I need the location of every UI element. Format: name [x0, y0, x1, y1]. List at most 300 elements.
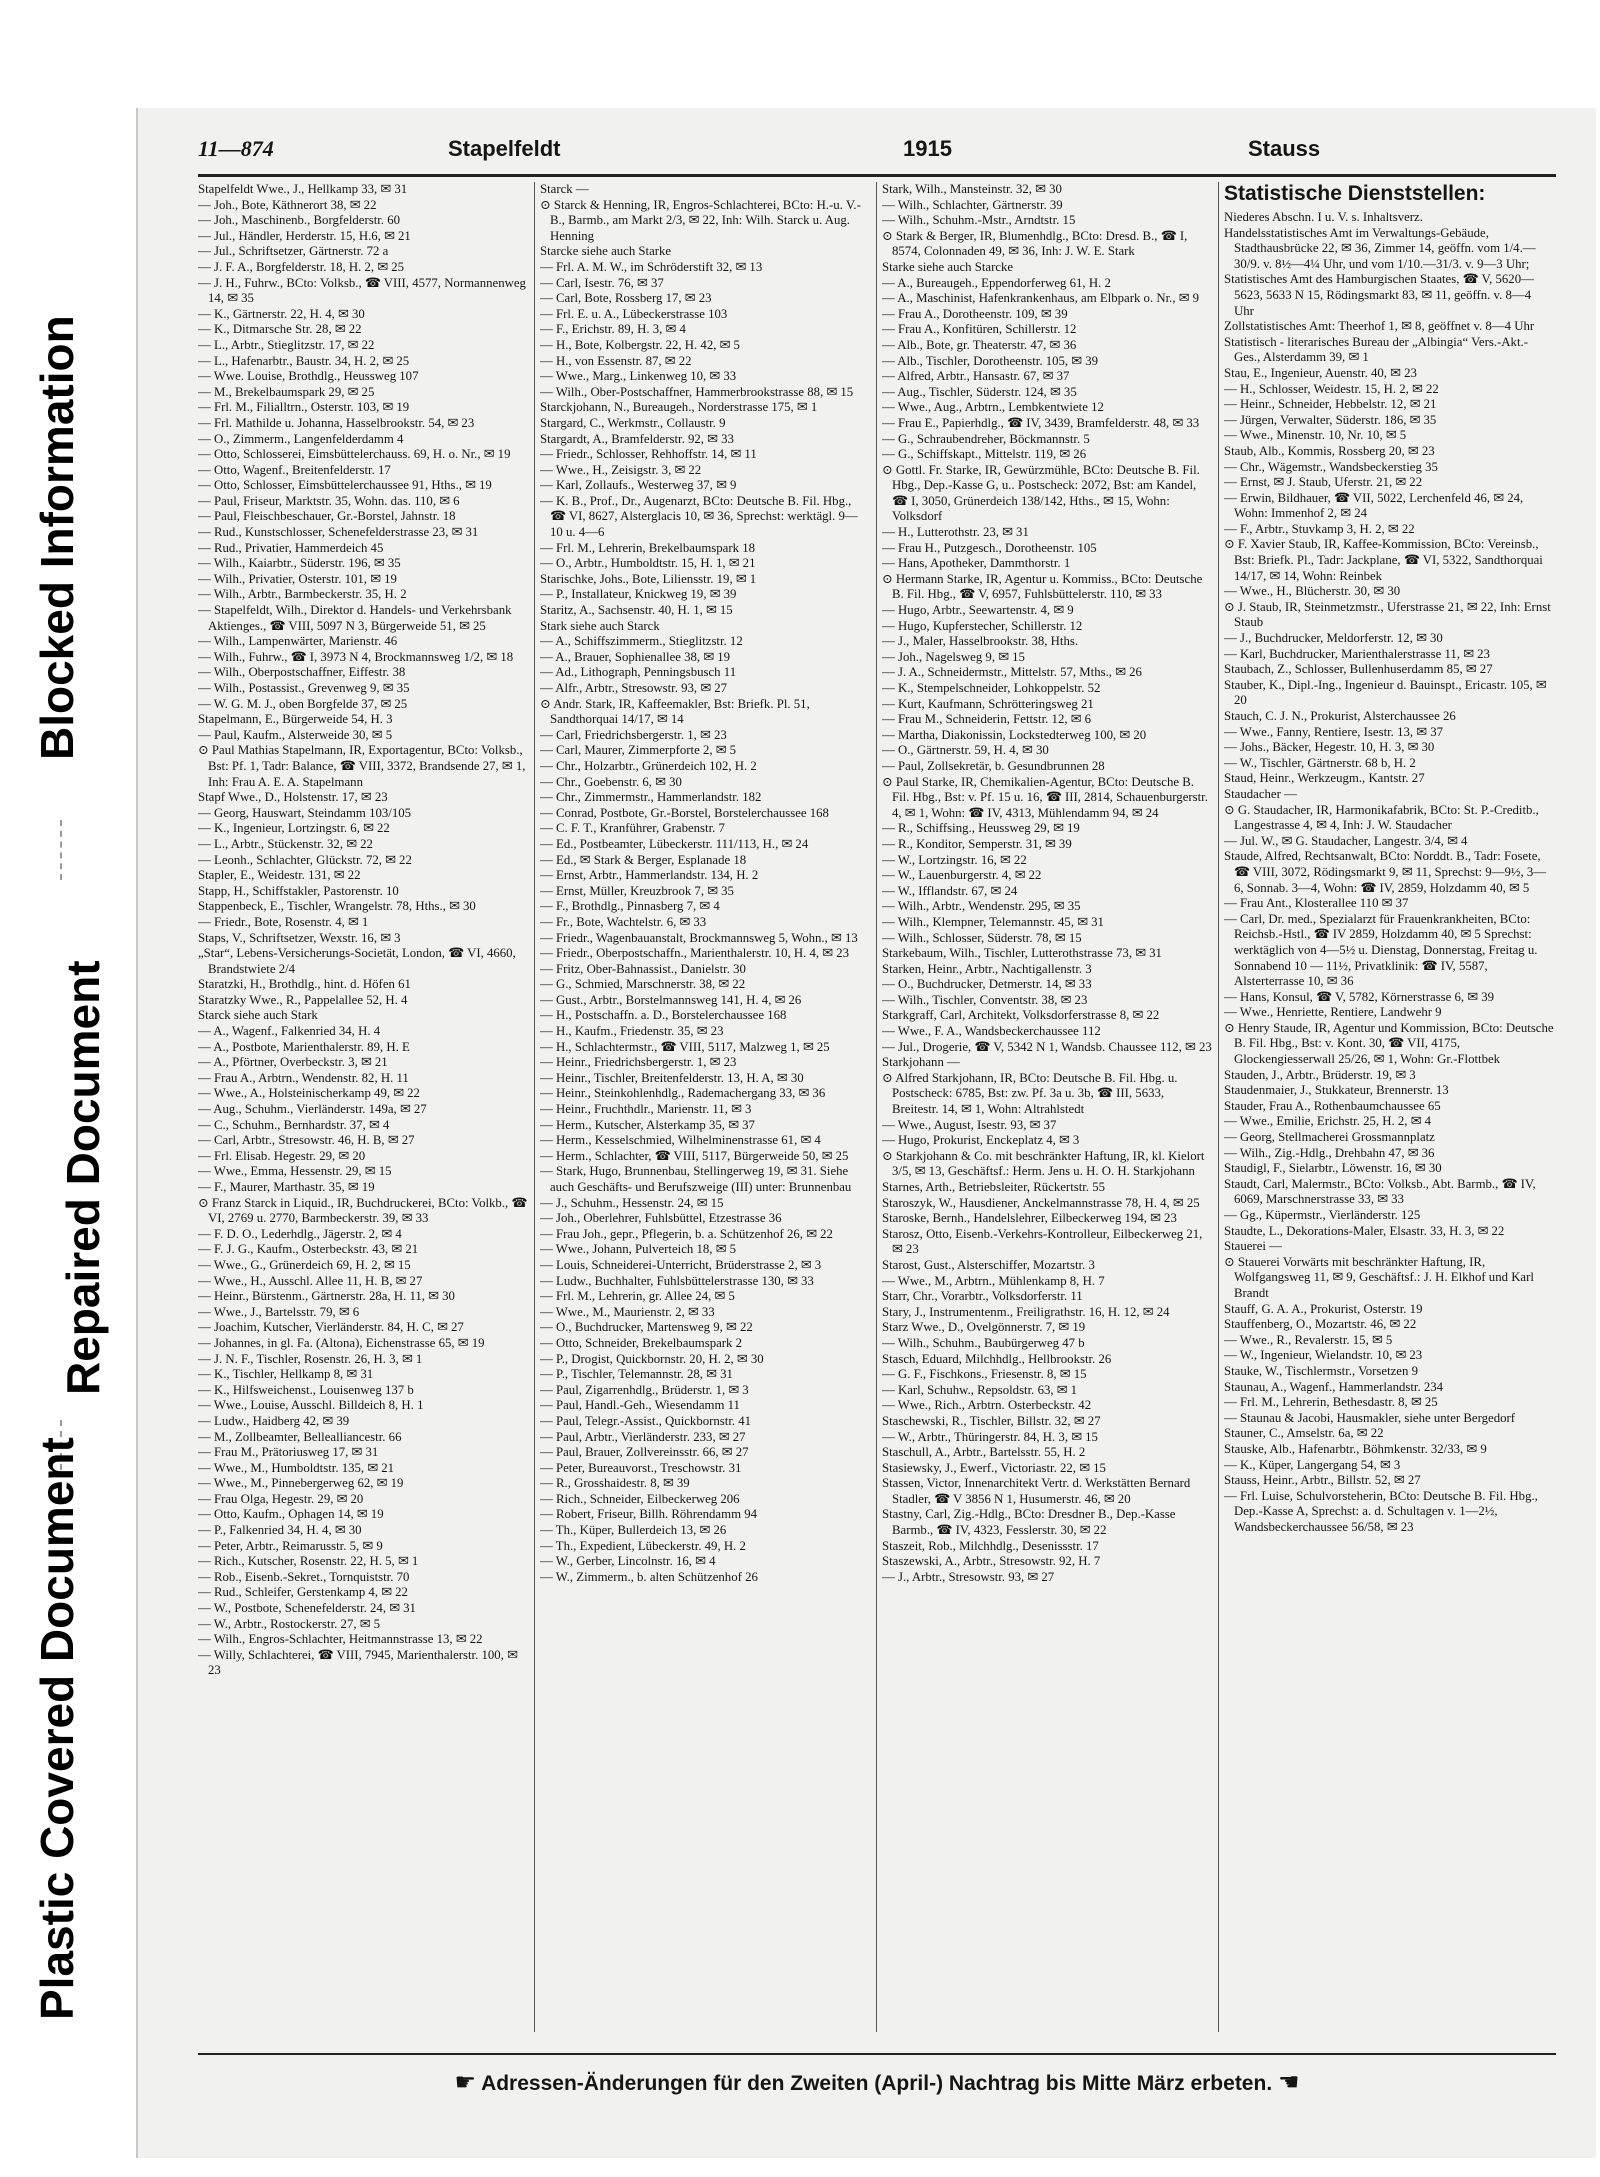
directory-entry: — W., Lauenburgerstr. 4, ✉ 22 — [882, 868, 1042, 883]
directory-entry: — K., Hilfsweichenst., Louisenweg 137 b — [198, 1382, 414, 1397]
directory-entry: Staps, V., Schriftsetzer, Wexstr. 16, ✉ 3 — [198, 930, 401, 945]
directory-entry: — Paul, Kaufm., Alsterweide 30, ✉ 5 — [198, 727, 393, 742]
directory-entry: ⊙ Gottl. Fr. Starke, IR, Gewürzmühle, BCto: Deutsche B. Fil. Hbg., Dep.-Kasse G, u.. Postscheck: 2072, Bst: am Kandel, ☎ I, 3050, Grünerdeich 138/142, Hths., ✉ 15, Wohn: Volksdorf — [882, 462, 1200, 524]
directory-entry: — Carl, Arbtr., Stresowstr. 46, H. B, ✉ 27 — [198, 1133, 415, 1148]
directory-entry: — Wwe., M., Pinnebergerweg 62, ✉ 19 — [198, 1476, 404, 1491]
directory-entry: — Joh., Maschinenb., Borgfelderstr. 60 — [198, 213, 401, 228]
directory-entry: Starischke, Johs., Bote, Liliensstr. 19, ✉ 1 — [540, 571, 757, 586]
directory-entry: — Karl, Schuhw., Repsoldstr. 63, ✉ 1 — [882, 1382, 1078, 1397]
directory-entry: — Alb., Tischler, Dorotheenstr. 105, ✉ 39 — [882, 353, 1099, 368]
directory-entry: — Wilh., Zig.-Hdlg., Drehbahn 47, ✉ 36 — [1224, 1145, 1435, 1160]
directory-entry: — W., Arbtr., Thüringerstr. 84, H. 3, ✉ 15 — [882, 1429, 1098, 1444]
directory-entry: — Gg., Küpermstr., Vierländerstr. 125 — [1224, 1208, 1421, 1222]
directory-entry: — Frl. Luise, Schulvorsteherin, BCto: Deutsche B. Fil. Hbg., Dep.-Kasse A, Sprechst: a. d. Schultagen v. 1—2½, Wandsbeckerchaussee 56/58, ✉ 23 — [1224, 1488, 1538, 1534]
directory-entry: — R., Schiffsing., Heussweg 29, ✉ 19 — [882, 821, 1080, 836]
directory-entry: — Wwe., Emma, Hessenstr. 29, ✉ 15 — [198, 1164, 392, 1179]
directory-entry: — Rich., Schneider, Eilbeckerweg 206 — [540, 1491, 740, 1506]
page-footer — [198, 2068, 1556, 2097]
directory-entry: — Wilh., Tischler, Conventstr. 38, ✉ 23 — [882, 992, 1088, 1007]
directory-entry: — Aug., Schuhm., Vierländerstr. 149a, ✉ 27 — [198, 1102, 427, 1117]
directory-entry: Stasiewsky, J., Ewerf., Victoriastr. 22, ✉ 15 — [882, 1460, 1106, 1475]
directory-entry: Staudt, Carl, Malermstr., BCto: Volksb., Abt. Barmb., ☎ IV, 6069, Marschnerstrasse 33, ✉ 33 — [1224, 1176, 1536, 1207]
directory-entry: — Johannes, in gl. Fa. (Altona), Eichenstrasse 65, ✉ 19 — [198, 1335, 485, 1350]
directory-entry: Stauner, C., Amselstr. 6a, ✉ 22 — [1224, 1426, 1384, 1441]
directory-entry: — Wilh., Lampenwärter, Marienstr. 46 — [198, 634, 398, 649]
directory-entry: — Chr., Wägemstr., Wandsbeckerstieg 35 — [1224, 459, 1438, 474]
directory-entry: Staud, Heinr., Werkzeugm., Kantstr. 27 — [1224, 771, 1425, 786]
directory-entry: — Georg, Stellmacherei Grossmannplatz — [1224, 1130, 1435, 1145]
directory-entry: — Wwe., J., Bartelsstr. 79, ✉ 6 — [198, 1304, 360, 1319]
directory-entry: — Paul, Handl.-Geh., Wiesendamm 11 — [540, 1398, 740, 1413]
directory-entry: — W., Lortzingstr. 16, ✉ 22 — [882, 852, 1027, 867]
directory-entry: — Georg, Hauswart, Steindamm 103/105 — [198, 805, 412, 820]
directory-entry: Starnes, Arth., Betriebsleiter, Rückertstr. 55 — [882, 1180, 1106, 1194]
directory-entry: — Frau M., Schneiderin, Fettstr. 12, ✉ 6 — [882, 712, 1092, 727]
directory-entry: Staroske, Bernh., Handelslehrer, Eilbeckerweg 194, ✉ 23 — [882, 1211, 1177, 1226]
directory-entry: Staschewski, R., Tischler, Billstr. 32, ✉ 27 — [882, 1413, 1101, 1428]
directory-entry: — Hans, Konsul, ☎ V, 5782, Körnerstrasse 6, ✉ 39 — [1224, 989, 1495, 1004]
page-header — [198, 136, 1556, 176]
directory-entry: Staub, Alb., Kommis, Rossberg 20, ✉ 23 — [1224, 443, 1435, 458]
pointing-hand-left-icon: ☚ — [1278, 2069, 1300, 2096]
directory-entry: — K., Ingenieur, Lortzingstr. 6, ✉ 22 — [198, 821, 390, 836]
directory-entry: Niederes Abschn. I u. V. s. Inhaltsverz. — [1224, 210, 1423, 224]
directory-entry: „Star“, Lebens-Versicherungs-Societät, London, ☎ VI, 4660, Brandstwiete 2/4 — [198, 946, 516, 976]
directory-entry: — J., Buchdrucker, Meldorferstr. 12, ✉ 30 — [1224, 631, 1443, 646]
directory-entry: — Heinr., Bürstenm., Gärtnerstr. 28a, H. 11, ✉ 30 — [198, 1289, 455, 1304]
directory-entry: — Wilh., Klempner, Telemannstr. 45, ✉ 31 — [882, 914, 1104, 929]
directory-entry: ⊙ Starck & Henning, IR, Engros-Schlachterei, BCto: H.-u. V.-B., Barmb., am Markt 2/3, ✉ 22, Inh: Wilh. Starck u. Aug. Henning — [540, 197, 861, 243]
directory-entry: — Heinr., Fruchthdlr., Marienstr. 11, ✉ 3 — [540, 1102, 752, 1117]
directory-entry: — Wwe., R., Revalerstr. 15, ✉ 5 — [1224, 1332, 1393, 1347]
directory-entry: — F. J. G., Kaufm., Osterbeckstr. 43, ✉ 21 — [198, 1242, 419, 1257]
directory-entry: — G., Schiffskapt., Mittelstr. 119, ✉ 26 — [882, 447, 1087, 462]
directory-entry: — A., Schiffszimmerm., Stieglitzstr. 12 — [540, 634, 743, 649]
directory-entry: — R., Konditor, Semperstr. 31, ✉ 39 — [882, 836, 1072, 851]
directory-entry: — Chr., Zimmermstr., Hammerlandstr. 182 — [540, 790, 762, 805]
directory-entry: — Wwe., Aug., Arbtrn., Lembkentwiete 12 — [882, 400, 1104, 415]
directory-entry: — Alfr., Arbtr., Stresowstr. 93, ✉ 27 — [540, 681, 728, 695]
directory-entry: — Stark, Hugo, Brunnenbau, Stellingerweg 19, ✉ 31. Siehe auch Geschäfts- und Berufszweige (III) unter: Brunnenbau — [540, 1164, 852, 1194]
directory-entry: — Th., Küper, Bullerdeich 13, ✉ 26 — [540, 1523, 727, 1538]
directory-entry: Staubach, Z., Schlosser, Bullenhuserdamm 85, ✉ 27 — [1224, 662, 1493, 677]
directory-entry: Statistisch - literarisches Bureau der „Albingia“ Vers.-Akt.-Ges., Alsterdamm 39, ✉ 1 — [1224, 334, 1528, 365]
pointing-hand-right-icon: ☛ — [454, 2069, 476, 2096]
directory-entry: — Wwe., Johann, Pulverteich 18, ✉ 5 — [540, 1242, 737, 1257]
directory-entry: — Alb., Bote, gr. Theaterstr. 47, ✉ 36 — [882, 337, 1077, 352]
directory-entry: Stauden, J., Arbtr., Brüderstr. 19, ✉ 3 — [1224, 1067, 1416, 1082]
directory-entry: Starckjohann, N., Bureaugeh., Norderstrasse 175, ✉ 1 — [540, 400, 818, 415]
directory-entry: Starost, Gust., Alsterschiffer, Mozartstr. 3 — [882, 1257, 1095, 1272]
directory-entry: — J. F. A., Borgfelderstr. 18, H. 2, ✉ 25 — [198, 259, 405, 274]
directory-entry: — Louis, Schneiderei-Unterricht, Brüderstrasse 2, ✉ 3 — [540, 1257, 822, 1272]
directory-entry: — O., Buchdrucker, Martensweg 9, ✉ 22 — [540, 1320, 753, 1335]
directory-entry: — Alfred, Arbtr., Hansastr. 67, ✉ 37 — [882, 369, 1070, 384]
directory-entry: — Wilh., Schuhm., Baubürgerweg 47 b — [882, 1335, 1085, 1350]
directory-entry: ⊙ Stauerei Vorwärts mit beschränkter Haftung, IR, Wolfgangsweg 11, ✉ 9, Geschäftsf.: J. H. Elkhof und Karl Brandt — [1224, 1254, 1534, 1300]
directory-entry: ⊙ Starkjohann & Co. mit beschränkter Haftung, IR, kl. Kielort 3/5, ✉ 13, Geschäftsf.: Herm. Jens u. H. O. H. Starkjohann — [882, 1148, 1205, 1179]
side-label-blocked-information: Blocked Information — [31, 315, 83, 760]
directory-entry: — Wwe., Minenstr. 10, Nr. 10, ✉ 5 — [1224, 428, 1407, 443]
directory-entry: — G., Schraubendreher, Böckmannstr. 5 — [882, 431, 1090, 446]
directory-entry: — Wilh., Ober-Postschaffner, Hammerbrookstrasse 88, ✉ 15 — [540, 384, 854, 399]
side-label-plastic-covered-document: Plastic Covered Document — [31, 1437, 83, 2020]
directory-entry: Stauske, Alb., Hafenarbtr., Böhmkenstr. 32/33, ✉ 9 — [1224, 1441, 1487, 1456]
directory-entry: — G. F., Fischkons., Friesenstr. 8, ✉ 15 — [882, 1367, 1087, 1382]
directory-entry: ⊙ Hermann Starke, IR, Agentur u. Kommiss., BCto: Deutsche B. Fil. Hbg., ☎ V, 6957, Fuhlsbüttelerstr. 110, ✉ 33 — [882, 571, 1203, 602]
directory-entry: — M., Zollbeamter, Bellealliancestr. 66 — [198, 1429, 402, 1444]
directory-entry: — R., Grosshaidestr. 8, ✉ 39 — [540, 1476, 690, 1491]
directory-entry: — Rud., Privatier, Hammerdeich 45 — [198, 540, 384, 555]
directory-entry: — Chr., Holzarbtr., Grünerdeich 102, H. 2 — [540, 758, 757, 773]
directory-entry: — F., Arbtr., Stuvkamp 3, H. 2, ✉ 22 — [1224, 521, 1415, 536]
directory-entry: — K., Küper, Langergang 54, ✉ 3 — [1224, 1457, 1401, 1472]
directory-entry: — Wwe., Emilie, Erichstr. 25, H. 2, ✉ 4 — [1224, 1114, 1432, 1129]
directory-entry: — Peter, Bureauvorst., Treschowstr. 31 — [540, 1460, 742, 1475]
directory-entry: — K., Stempelschneider, Lohkoppelstr. 52 — [882, 681, 1101, 695]
directory-entry: — H., Lutterothstr. 23, ✉ 31 — [882, 525, 1029, 540]
directory-entry: — Wilh., Schlachter, Gärtnerstr. 39 — [882, 197, 1063, 212]
directory-entry: — C. F. T., Kranführer, Grabenstr. 7 — [540, 821, 725, 836]
directory-entry: Stastny, Carl, Zig.-Hdlg., BCto: Dresdner B., Dep.-Kasse Barmb., ☎ IV, 4323, Fesslerstr. 30, ✉ 22 — [882, 1507, 1176, 1538]
directory-entry: Stauch, C. J. N., Prokurist, Alsterchaussee 26 — [1224, 709, 1456, 723]
directory-entry: — Fritz, Ober-Bahnassist., Danielstr. 30 — [540, 961, 746, 976]
directory-entry: Staroszyk, W., Hausdiener, Anckelmannstrasse 78, H. 4, ✉ 25 — [882, 1195, 1200, 1210]
directory-entry: ⊙ G. Staudacher, IR, Harmonikafabrik, BCto: St. P.-Creditb., Langestrasse 4, ✉ 4, Inh: J. W. Staudacher — [1224, 802, 1539, 833]
directory-entry: ⊙ F. Xavier Staub, IR, Kaffee-Kommission, BCto: Vereinsb., Bst: Briefk. Pl., Tadr: Jackplane, ☎ VI, 5322, Sandthorquai 14/17, ✉ 14, Wohn: Reinbek — [1224, 537, 1543, 583]
directory-entry: — Ad., Lithograph, Penningsbusch 11 — [540, 665, 737, 680]
directory-entry: — Hugo, Kupferstecher, Schillerstr. 12 — [882, 618, 1083, 633]
directory-entry: Staratzki, H., Brothdlg., hint. d. Höfen 61 — [198, 977, 411, 992]
directory-entry: — Wwe., M., Maurienstr. 2, ✉ 33 — [540, 1304, 715, 1319]
directory-entry: Handelsstatistisches Amt im Verwaltungs-Gebäude, Stadthausbrücke 22, ✉ 36, Zimmer 14, geöffn. vom 1/4.—30/9. v. 8½—4¼ Uhr, und vom 1/10.—31/3. v. 9—3 Uhr; — [1224, 225, 1536, 271]
directory-entry: — Otto, Schneider, Brekelbaumspark 2 — [540, 1335, 743, 1350]
column-2 — [540, 182, 870, 2032]
directory-entry: — Wwe., M., Humboldtstr. 135, ✉ 21 — [198, 1460, 395, 1475]
directory-entry: — Wwe., Fanny, Rentiere, Isestr. 13, ✉ 37 — [1224, 724, 1443, 739]
directory-entry: — K., Ditmarsche Str. 28, ✉ 22 — [198, 322, 362, 337]
directory-entry: — O., Zimmerm., Langenfelderdamm 4 — [198, 431, 404, 446]
directory-entry: — K., Tischler, Hellkamp 8, ✉ 31 — [198, 1367, 374, 1382]
directory-entry: — Herm., Kutscher, Alsterkamp 35, ✉ 37 — [540, 1117, 755, 1132]
directory-entry: — Wwe., Marg., Linkenweg 10, ✉ 33 — [540, 369, 737, 384]
directory-entry: — A., Postbote, Marienthalerstr. 89, H. E — [198, 1039, 410, 1054]
directory-entry: — W., Gerber, Lincolnstr. 16, ✉ 4 — [540, 1554, 716, 1569]
directory-entry: — Friedr., Oberpostschaffn., Marienthalerstr. 10, H. 4, ✉ 23 — [540, 946, 850, 961]
directory-entry: — Wwe., H., Zeisigstr. 3, ✉ 22 — [540, 462, 702, 477]
directory-entry: — F. D. O., Lederhdlg., Jägerstr. 2, ✉ 4 — [198, 1226, 402, 1241]
footer-rule — [198, 2053, 1556, 2055]
directory-entry: — J. N. F., Tischler, Rosenstr. 26, H. 3, ✉ 1 — [198, 1351, 423, 1366]
directory-entry: — Wilh., Engros-Schlachter, Heitmannstrasse 13, ✉ 22 — [198, 1632, 483, 1647]
directory-entry: — Frl. M., Filialltrn., Osterstr. 103, ✉ 19 — [198, 400, 410, 415]
directory-entry: — Paul, Zigarrenhdlg., Brüderstr. 1, ✉ 3 — [540, 1382, 749, 1397]
directory-entry: — Martha, Diakonissin, Lockstedterweg 100, ✉ 20 — [882, 727, 1147, 742]
directory-entry: — Wwe., H., Ausschl. Allee 11, H. B, ✉ 27 — [198, 1273, 423, 1288]
directory-entry: — Karl, Buchdrucker, Marienthalerstrasse 11, ✉ 23 — [1224, 646, 1490, 661]
directory-entry: Staudenmaier, J., Stukkateur, Brennerstr. 13 — [1224, 1083, 1449, 1098]
directory-entry: Stark, Wilh., Mansteinstr. 32, ✉ 30 — [882, 182, 1062, 196]
directory-entry: Stau, E., Ingenieur, Auenstr. 40, ✉ 23 — [1224, 365, 1417, 380]
directory-entry: — Jul., Drogerie, ☎ V, 5342 N 1, Wandsb. Chaussee 112, ✉ 23 — [882, 1039, 1212, 1054]
directory-entry: — J., Schuhm., Hessenstr. 24, ✉ 15 — [540, 1195, 724, 1210]
page-number: 11—874 — [198, 136, 274, 161]
directory-entry: ⊙ Franz Starck in Liquid., IR, Buchdruckerei, BCto: Volkb., ☎ VI, 2769 u. 2770, Barmbeckerstr. 39, ✉ 33 — [198, 1195, 528, 1226]
directory-entry: — A., Maschinist, Hafenkrankenhaus, am Elbpark o. Nr., ✉ 9 — [882, 291, 1200, 306]
directory-entry: — Johs., Bäcker, Hegestr. 10, H. 3, ✉ 30 — [1224, 740, 1435, 755]
directory-entry: ⊙ J. Staub, IR, Steinmetzmstr., Uferstrasse 21, ✉ 22, Inh: Ernst Staub — [1224, 599, 1551, 630]
directory-entry: Stapelmann, E., Bürgerweide 54, H. 3 — [198, 712, 393, 727]
directory-entry: — C., Schuhm., Bernhardstr. 37, ✉ 4 — [198, 1117, 390, 1132]
directory-entry: ⊙ Stark & Berger, IR, Blumenhdlg., BCto: Dresd. B., ☎ I, 8574, Colonnaden 49, ✉ 36, Inh: J. W. E. Stark — [882, 228, 1188, 259]
directory-entry: — Frl. A. M. W., im Schröderstift 32, ✉ 13 — [540, 259, 763, 274]
directory-entry: — M., Brekelbaumspark 29, ✉ 25 — [198, 384, 375, 399]
directory-page — [136, 108, 1596, 2158]
directory-entry: — Frl. Elisab. Hegestr. 29, ✉ 20 — [198, 1148, 366, 1163]
directory-entry: — Rob., Eisenb.-Sekret., Tornquiststr. 70 — [198, 1569, 410, 1584]
directory-entry: — Jul., Schriftsetzer, Gärtnerstr. 72 a — [198, 244, 389, 259]
directory-entry: — Frau E., Papierhdlg., ☎ IV, 3439, Bramfelderstr. 48, ✉ 33 — [882, 415, 1200, 430]
directory-entry: — Gust., Arbtr., Borstelmannsweg 141, H. 4, ✉ 26 — [540, 992, 802, 1007]
directory-entry: — W., Tischler, Gärtnerstr. 68 b, H. 2 — [1224, 755, 1416, 770]
directory-entry: — Frl. Mathilde u. Johanna, Hasselbrookstr. 54, ✉ 23 — [198, 415, 475, 430]
directory-entry: — Ludw., Buchhalter, Fuhlsbüttelerstrasse 130, ✉ 33 — [540, 1273, 814, 1288]
directory-entry: — Paul, Arbtr., Vierländerstr. 233, ✉ 27 — [540, 1429, 746, 1444]
directory-entry: — W., Zimmerm., b. alten Schützenhof 26 — [540, 1569, 758, 1584]
directory-entry: Stauder, Frau A., Rothenbaumchaussee 65 — [1224, 1098, 1441, 1113]
directory-entry: — Erwin, Bildhauer, ☎ VII, 5022, Lerchenfeld 46, ✉ 24, Wohn: Immenhof 2, ✉ 24 — [1224, 490, 1524, 521]
directory-entry: Stasch, Eduard, Milchhdlg., Hellbrookstr. 26 — [882, 1351, 1112, 1366]
directory-entry: — A., Pförtner, Overbeckstr. 3, ✉ 21 — [198, 1055, 388, 1070]
column-divider — [534, 182, 535, 2032]
directory-entry: ⊙ Andr. Stark, IR, Kaffeemakler, Bst: Briefk. Pl. 51, Sandthorquai 14/17, ✉ 14 — [540, 696, 810, 727]
directory-entry: — Leonh., Schlachter, Glückstr. 72, ✉ 22 — [198, 852, 412, 867]
directory-entry: — Wwe., F. A., Wandsbeckerchaussee 112 — [882, 1024, 1101, 1039]
directory-entry: — Rud., Kunstschlosser, Schenefelderstrasse 23, ✉ 31 — [198, 525, 479, 540]
directory-entry: Stauff, G. A. A., Prokurist, Osterstr. 19 — [1224, 1301, 1423, 1316]
directory-entry: Staudacher — — [1224, 786, 1297, 801]
directory-entry: — Jul. W., ✉ G. Staudacher, Langestr. 3/4, ✉ 4 — [1224, 833, 1468, 848]
directory-entry: — Ernst, ✉ J. Staub, Uferstr. 21, ✉ 22 — [1224, 475, 1423, 490]
directory-entry: — Heinr., Schneider, Hebbelstr. 12, ✉ 21 — [1224, 397, 1437, 412]
directory-entry: — H., Kaufm., Friedenstr. 35, ✉ 23 — [540, 1024, 724, 1039]
directory-entry: Starkgraff, Carl, Architekt, Volksdorferstrasse 8, ✉ 22 — [882, 1008, 1160, 1023]
directory-entry: Stauke, W., Tischlermstr., Vorsetzen 9 — [1224, 1363, 1418, 1378]
directory-entry: — Rich., Kutscher, Rosenstr. 22, H. 5, ✉ 1 — [198, 1554, 419, 1569]
directory-entry: — W. G. M. J., oben Borgfelde 37, ✉ 25 — [198, 696, 408, 711]
directory-entry: — J., Arbtr., Stresowstr. 93, ✉ 27 — [882, 1569, 1055, 1584]
directory-entry: — Carl, Isestr. 76, ✉ 37 — [540, 275, 664, 290]
directory-entry: — Paul, Zollsekretär, b. Gesundbrunnen 28 — [882, 758, 1105, 773]
side-label-divider — [60, 820, 64, 880]
directory-entry: — Joh., Bote, Käthnerort 38, ✉ 22 — [198, 197, 377, 212]
directory-entry: — Wwe. Louise, Brothdlg., Heussweg 107 — [198, 369, 419, 384]
directory-entry: — Carl, Bote, Rossberg 17, ✉ 23 — [540, 291, 712, 306]
directory-entry: — Frau H., Putzgesch., Dorotheenstr. 105 — [882, 540, 1097, 555]
directory-entry: Staschull, A., Arbtr., Bartelsstr. 55, H. 2 — [882, 1445, 1086, 1460]
directory-entry: — Frau A., Dorotheenstr. 109, ✉ 39 — [882, 306, 1068, 321]
directory-entry: — Wwe., Louise, Ausschl. Billdeich 8, H. 1 — [198, 1398, 424, 1413]
directory-entry: Stauffenberg, O., Mozartstr. 46, ✉ 22 — [1224, 1317, 1417, 1332]
directory-entry: Stargardt, A., Bramfelderstr. 92, ✉ 33 — [540, 431, 734, 446]
directory-entry: — G., Schmied, Marschnerstr. 38, ✉ 22 — [540, 977, 746, 992]
directory-entry: — Paul, Fleischbeschauer, Gr.-Borstel, Jahnstr. 18 — [198, 509, 456, 524]
directory-entry: — Frau Ant., Klosterallee 110 ✉ 37 — [1224, 896, 1409, 911]
directory-entry: — Chr., Goebenstr. 6, ✉ 30 — [540, 774, 682, 789]
directory-entry: — Carl, Dr. med., Spezialarzt für Frauenkrankheiten, BCto: Reichsb.-Hstl., ☎ IV 2859, Holzdamm 40, ✉ 5 Sprechst: werktäglich von 4—5½ u. Dienstag, Donnerstag, Freitag u. Sonnabend 10 — 11½, Privatklinik: ☎ IV, 5587, Alsterterrasse 10, ✉ 36 — [1224, 911, 1538, 989]
directory-entry: — Frau A., Konfitüren, Schillerstr. 12 — [882, 322, 1077, 337]
directory-entry: — Robert, Friseur, Billh. Röhrendamm 94 — [540, 1507, 758, 1522]
directory-entry: — Jürgen, Verwalter, Süderstr. 186, ✉ 35 — [1224, 412, 1437, 427]
directory-entry: — Friedr., Wagenbauanstalt, Brockmannsweg 5, Wohn., ✉ 13 — [540, 930, 858, 945]
directory-entry: Stary, J., Instrumentenm., Freiligrathstr. 16, H. 12, ✉ 24 — [882, 1304, 1170, 1319]
directory-entry: — Jul., Händler, Herderstr. 15, H.6, ✉ 21 — [198, 228, 411, 243]
directory-entry: — Fr., Bote, Wachtelstr. 6, ✉ 33 — [540, 914, 707, 929]
directory-entry: — Willy, Schlachterei, ☎ VIII, 7945, Marienthalerstr. 100, ✉ 23 — [198, 1647, 518, 1678]
directory-entry: — Paul, Friseur, Marktstr. 35, Wohn. das. 110, ✉ 6 — [198, 493, 460, 508]
directory-entry: ⊙ Henry Staude, IR, Agentur und Kommission, BCto: Deutsche B. Fil. Hbg., Bst: v. Kont. 30, ☎ VII, 4175, Glockengiesserwall 25/26, ✉ 1, Wohn: Gr.-Flottbek — [1224, 1020, 1554, 1067]
directory-entry: Starr, Chr., Vorarbtr., Volksdorferstr. 11 — [882, 1289, 1083, 1304]
directory-entry: — Frau Joh., gepr., Pflegerin, b. a. Schützenhof 26, ✉ 22 — [540, 1226, 833, 1241]
directory-entry: — Otto, Schlosserei, Eimsbüttelerchauss. 69, H. o. Nr., ✉ 19 — [198, 447, 511, 462]
directory-entry: — Wwe., Rich., Arbtrn. Osterbeckstr. 42 — [882, 1398, 1092, 1413]
directory-entry: Staude, Alfred, Rechtsanwalt, BCto: Norddt. B., Tadr: Fosete, ☎ VIII, 3072, Rödingsmarkt 9, ✉ 11, Sprechst: 9—9½, 3—6, Sonnab. 3—4, Wohn: ☎ IV, 2859, Holzdamm 40, ✉ 5 — [1224, 849, 1547, 895]
directory-entry: — Wwe., M., Arbtrn., Mühlenkamp 8, H. 7 — [882, 1273, 1105, 1288]
directory-entry: — Wilh., Arbtr., Wendenstr. 295, ✉ 35 — [882, 899, 1081, 914]
directory-entry: — Wilh., Oberpostschaffner, Eiffestr. 38 — [198, 665, 406, 680]
directory-entry: — O., Buchdrucker, Detmerstr. 14, ✉ 33 — [882, 977, 1092, 992]
directory-entry: — Otto, Kaufm., Ophagen 14, ✉ 19 — [198, 1507, 384, 1522]
directory-entry: — Frl. M., Lehrerin, gr. Allee 24, ✉ 5 — [540, 1289, 735, 1304]
directory-entry: — Friedr., Schlosser, Rehhoffstr. 14, ✉ 11 — [540, 447, 757, 462]
directory-entry: Stassen, Victor, Innenarchitekt Vertr. d. Werkstätten Bernard Stadler, ☎ V 3856 N 1, Husumerstr. 46, ✉ 20 — [882, 1476, 1191, 1506]
directory-entry: — L., Arbtr., Stückenstr. 32, ✉ 22 — [198, 836, 373, 851]
directory-entry: — Wwe., A., Holsteinischerkamp 49, ✉ 22 — [198, 1086, 420, 1101]
directory-entry: — Frau M., Prätoriusweg 17, ✉ 31 — [198, 1445, 379, 1460]
columns-area — [198, 182, 1556, 2042]
directory-entry: Starz Wwe., D., Ovelgönnerstr. 7, ✉ 19 — [882, 1320, 1086, 1335]
header-right-word: Stauss — [1248, 136, 1321, 161]
directory-entry: — Kurt, Kaufmann, Schrötteringsweg 21 — [882, 696, 1094, 711]
directory-entry: Starcke siehe auch Starke — [540, 244, 672, 259]
directory-entry: — A., Brauer, Sophienallee 38, ✉ 19 — [540, 649, 731, 664]
directory-entry: Stappenbeck, E., Tischler, Wrangelstr. 78, Hths., ✉ 30 — [198, 899, 476, 914]
directory-entry: — J., Maler, Hasselbrookstr. 38, Hths. — [882, 634, 1079, 649]
column-4 — [1224, 182, 1554, 2032]
directory-entry: Zollstatistisches Amt: Theerhof 1, ✉ 8, geöffnet v. 8—4 Uhr — [1224, 319, 1535, 334]
directory-entry: Stauerei — — [1224, 1239, 1282, 1254]
directory-entry: — Otto, Wagenf., Breitenfelderstr. 17 — [198, 462, 391, 477]
directory-entry: — Herm., Kesselschmied, Wilhelminenstrasse 61, ✉ 4 — [540, 1133, 821, 1148]
directory-entry: — F., Brothdlg., Pinnasberg 7, ✉ 4 — [540, 899, 720, 914]
directory-entry: — Frau Olga, Hegestr. 29, ✉ 20 — [198, 1491, 364, 1506]
directory-entry: — Rud., Schleifer, Gerstenkamp 4, ✉ 22 — [198, 1585, 408, 1600]
directory-entry: — Ed., ✉ Stark & Berger, Esplanade 18 — [540, 852, 747, 867]
directory-entry: — Herm., Schlachter, ☎ VIII, 5117, Bürgerweide 50, ✉ 25 — [540, 1148, 849, 1163]
footer-notice: Adressen-Änderungen für den Zweiten (April-) Nachtrag bis Mitte März erbeten. — [481, 2072, 1273, 2095]
directory-entry: — Aug., Tischler, Süderstr. 124, ✉ 35 — [882, 384, 1077, 399]
directory-entry: — W., Ifflandstr. 67, ✉ 24 — [882, 883, 1018, 898]
directory-entry: — Ed., Postbeamter, Lübeckerstr. 111/113, H., ✉ 24 — [540, 836, 809, 851]
directory-entry: — W., Ingenieur, Wielandstr. 10, ✉ 23 — [1224, 1348, 1423, 1363]
directory-entry: Starosz, Otto, Eisenb.-Verkehrs-Kontrolleur, Eilbeckerweg 21, ✉ 23 — [882, 1226, 1203, 1257]
directory-entry: — O., Gärtnerstr. 59, H. 4, ✉ 30 — [882, 743, 1049, 758]
header-left-word: Stapelfeldt — [448, 136, 561, 161]
directory-entry: — W., Postbote, Schenefelderstr. 24, ✉ 31 — [198, 1601, 416, 1616]
directory-entry: — P., Tischler, Telemannstr. 28, ✉ 31 — [540, 1367, 733, 1382]
directory-entry: — Paul, Telegr.-Assist., Quickbornstr. 41 — [540, 1413, 752, 1428]
directory-entry: — Hans, Apotheker, Dammthorstr. 1 — [882, 556, 1071, 571]
directory-entry: — Joachim, Kutscher, Vierländerstr. 84, H. C, ✉ 27 — [198, 1320, 464, 1335]
directory-entry: Stapelfeldt Wwe., J., Hellkamp 33, ✉ 31 — [198, 182, 408, 196]
directory-entry: Stapler, E., Weidestr. 131, ✉ 22 — [198, 868, 361, 883]
directory-entry: — Friedr., Bote, Rosenstr. 4, ✉ 1 — [198, 914, 369, 929]
directory-entry: — Conrad, Postbote, Gr.-Borstel, Borstelerchaussee 168 — [540, 805, 829, 820]
directory-entry: — L., Hafenarbtr., Baustr. 34, H. 2, ✉ 25 — [198, 353, 410, 368]
directory-entry: — Wwe., G., Grünerdeich 69, H. 2, ✉ 15 — [198, 1257, 411, 1272]
side-label-repaired-document: Repaired Document — [57, 960, 109, 1395]
directory-entry: — H., von Essenstr. 87, ✉ 22 — [540, 353, 692, 368]
directory-entry: — Frl. M., Lehrerin, Bethesdastr. 8, ✉ 25 — [1224, 1395, 1438, 1410]
directory-entry: Stapf Wwe., D., Holstenstr. 17, ✉ 23 — [198, 790, 388, 805]
directory-entry: Stauss, Heinr., Arbtr., Billstr. 52, ✉ 27 — [1224, 1473, 1421, 1488]
directory-entry: — Th., Expedient, Lübeckerstr. 49, H. 2 — [540, 1538, 746, 1553]
directory-entry: — Wilh., Arbtr., Barmbeckerstr. 35, H. 2 — [198, 587, 407, 602]
directory-entry: — J. H., Fuhrw., BCto: Volksb., ☎ VIII, 4577, Normannenweg 14, ✉ 35 — [198, 275, 526, 306]
directory-entry: — A., Bureaugeh., Eppendorferweg 61, H. 2 — [882, 275, 1111, 290]
directory-entry: Staszeit, Rob., Milchhdlg., Desenissstr. 17 — [882, 1538, 1099, 1553]
column-divider — [1218, 182, 1219, 2032]
directory-entry: — Joh., Nagelsweg 9, ✉ 15 — [882, 649, 1025, 664]
directory-entry: ⊙ Alfred Starkjohann, IR, BCto: Deutsche B. Fil. Hbg. u. Postscheck: 6785, Bst: zw. Pf. 3a u. 3b, ☎ III, 5633, Breitestr. 14, ✉ 1, Wohn: Altrahlstedt — [882, 1070, 1178, 1117]
directory-entry: — Heinr., Tischler, Breitenfelderstr. 13, H. A, ✉ 30 — [540, 1070, 804, 1085]
directory-entry: — K. B., Prof., Dr., Augenarzt, BCto: Deutsche B. Fil. Hbg., ☎ VI, 8627, Alsterglacis 10, ✉ 36, Sprechst: werktägl. 9—10 u. 4—6 — [540, 493, 858, 540]
column-3 — [882, 182, 1212, 2032]
directory-entry: — Wilh., Postassist., Grevenweg 9, ✉ 35 — [198, 681, 410, 695]
directory-entry: Staudigl, F., Sielarbtr., Löwenstr. 16, ✉ 30 — [1224, 1161, 1442, 1176]
directory-entry: — W., Arbtr., Rostockerstr. 27, ✉ 5 — [198, 1616, 381, 1631]
directory-entry: Statistisches Amt des Hamburgischen Staates, ☎ V, 5620—5623, 5633 N 15, Rödingsmarkt 83, ✉ 11, geöffn. v. 8—4 Uhr — [1224, 272, 1534, 318]
directory-entry: — Wilh., Schuhm.-Mstr., Arndtstr. 15 — [882, 213, 1076, 228]
directory-entry: — Frau A., Arbtrn., Wendenstr. 82, H. 11 — [198, 1070, 409, 1085]
directory-entry: Starck — — [540, 182, 589, 196]
directory-entry: — A., Wagenf., Falkenried 34, H. 4 — [198, 1024, 381, 1039]
directory-entry: Starck siehe auch Stark — [198, 1008, 318, 1023]
directory-entry: — Hugo, Prokurist, Enckeplatz 4, ✉ 3 — [882, 1133, 1080, 1148]
directory-entry: — Carl, Friedrichsbergerstr. 1, ✉ 23 — [540, 727, 727, 742]
directory-entry: — Hugo, Arbtr., Seewartenstr. 4, ✉ 9 — [882, 603, 1074, 618]
directory-entry: — Peter, Arbtr., Reimarusstr. 5, ✉ 9 — [198, 1538, 383, 1553]
directory-entry: — O., Arbtr., Humboldtstr. 15, H. 1, ✉ 21 — [540, 556, 756, 571]
directory-entry: — Staunau & Jacobi, Hausmakler, siehe unter Bergedorf — [1224, 1410, 1516, 1425]
directory-entry: Starkjohann — — [882, 1055, 960, 1070]
directory-entry: — Wilh., Privatier, Osterstr. 101, ✉ 19 — [198, 571, 397, 586]
header-rule — [198, 174, 1556, 177]
directory-entry: — Stapelfeldt, Wilh., Direktor d. Handels- und Verkehrsbank Aktienges., ☎ VIII, 5097 N 3, Bürgerweide 51, ✉ 25 — [198, 603, 512, 633]
directory-entry: — Wwe., H., Blücherstr. 30, ✉ 30 — [1224, 584, 1401, 599]
directory-entry: Staunau, A., Wagenf., Hammerlandstr. 234 — [1224, 1379, 1444, 1394]
side-label-panel — [0, 0, 110, 2177]
directory-entry: — Frl. E. u. A., Lübeckerstrasse 103 — [540, 306, 728, 321]
directory-entry: — F., Erichstr. 89, H. 3, ✉ 4 — [540, 322, 686, 337]
directory-entry: — Ludw., Haidberg 42, ✉ 39 — [198, 1413, 350, 1428]
directory-entry: — Ernst, Müller, Kreuzbrook 7, ✉ 35 — [540, 883, 734, 898]
directory-entry: ⊙ Paul Mathias Stapelmann, IR, Exportagentur, BCto: Volksb., Bst: Pf. 1, Tadr: Balance, ☎ VIII, 3372, Brandsende 27, ✉ 1, Inh: Frau A. E. A. Stapelmann — [198, 743, 526, 789]
directory-entry: — P., Falkenried 34, H. 4, ✉ 30 — [198, 1523, 362, 1538]
directory-entry: — Wilh., Fuhrw., ☎ I, 3973 N 4, Brockmannsweg 1/2, ✉ 18 — [198, 649, 514, 664]
directory-entry: Starkebaum, Wilh., Tischler, Lutterothstrasse 73, ✉ 31 — [882, 946, 1162, 961]
directory-entry: — Wilh., Kaiarbtr., Süderstr. 196, ✉ 35 — [198, 556, 401, 571]
